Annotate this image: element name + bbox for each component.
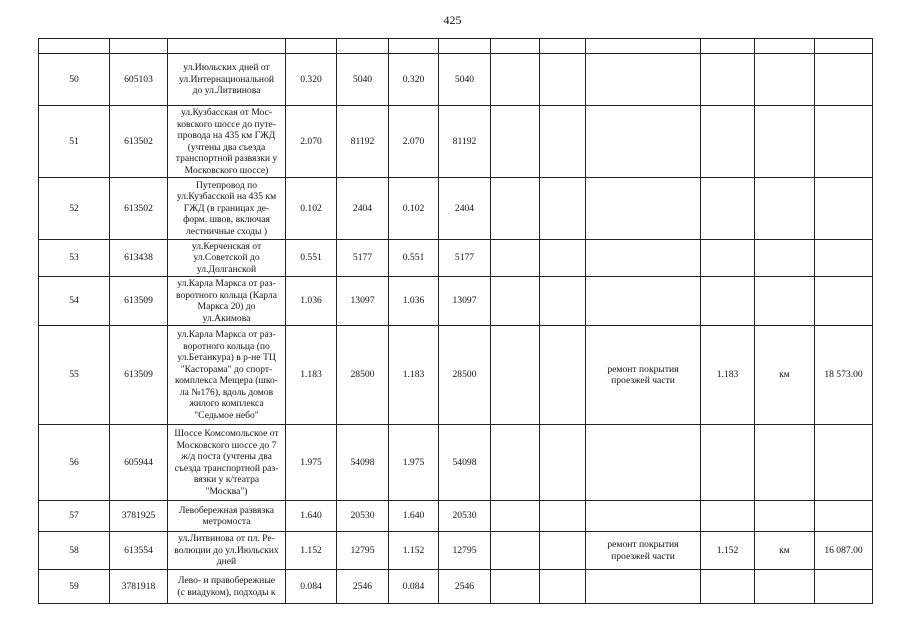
cost-cell: 18 573.00 [815,326,873,425]
row-number-cell: 52 [39,178,110,240]
cost-cell [815,54,873,106]
row-number-cell: 57 [39,501,110,532]
work-quantity-cell [701,425,755,501]
unit-cell [755,277,815,326]
length-cell: 2.070 [286,106,337,178]
area-cell: 2404 [337,178,389,240]
area-cell: 13097 [337,277,389,326]
area-repeat-cell: 20530 [439,501,491,532]
road-name-cell: Левобережная развязка метромоста [168,501,286,532]
area-cell: 54098 [337,425,389,501]
road-code-cell: 613509 [110,326,168,425]
empty-cell [540,501,586,532]
work-type-cell [586,501,701,532]
cost-cell [815,425,873,501]
empty-cell [540,570,586,604]
table-row [39,178,873,240]
length-cell: 1.975 [286,425,337,501]
empty-cell [491,532,540,570]
length-cell: 1.036 [286,277,337,326]
empty-cell [540,326,586,425]
length-cell: 1.640 [286,501,337,532]
road-name-cell: Лево- и правобережные (с виадуком), подходы к [168,570,286,604]
empty-cell [540,54,586,106]
work-type-cell: ремонт покрытия проезжей части [586,532,701,570]
table-row [39,425,873,501]
row-number-cell: 50 [39,54,110,106]
empty-cell [491,240,540,277]
unit-cell [755,501,815,532]
area-cell: 20530 [337,501,389,532]
work-type-cell [586,277,701,326]
work-type-cell [586,106,701,178]
length-cell: 0.084 [286,570,337,604]
empty-cell [491,178,540,240]
work-quantity-cell: 1.183 [701,326,755,425]
area-repeat-cell: 5040 [439,54,491,106]
area-repeat-cell: 2404 [439,178,491,240]
work-type-cell [586,54,701,106]
table-row [39,501,873,532]
area-cell: 5040 [337,54,389,106]
table-row [39,240,873,277]
length-cell: 0.102 [286,178,337,240]
road-name-cell: ул.Литвинова от пл. Ре- волюции до ул.Июльских дней [168,532,286,570]
road-name-cell: ул.Карла Маркса от раз- воротного кольца (Карла Маркса 20) до ул.Акимова [168,277,286,326]
length-repeat-cell: 1.152 [389,532,439,570]
cost-cell [815,570,873,604]
road-code-cell: 613502 [110,178,168,240]
empty-cell [540,240,586,277]
length-repeat-cell: 1.975 [389,425,439,501]
row-number-cell: 56 [39,425,110,501]
empty-cell [491,54,540,106]
unit-cell [755,425,815,501]
length-cell: 1.183 [286,326,337,425]
row-number-cell: 51 [39,106,110,178]
length-repeat-cell: 0.102 [389,178,439,240]
cost-cell [815,501,873,532]
empty-cell [491,570,540,604]
cost-cell [815,277,873,326]
work-type-cell: ремонт покрытия проезжей части [586,326,701,425]
table-row [39,277,873,326]
unit-cell [755,54,815,106]
table-header-row [39,39,873,54]
area-cell: 12795 [337,532,389,570]
road-name-cell: ул.Керченская от ул.Советской до ул.Долганской [168,240,286,277]
work-quantity-cell [701,570,755,604]
length-repeat-cell: 0.551 [389,240,439,277]
length-repeat-cell: 1.640 [389,501,439,532]
road-registry-table [38,38,873,604]
work-type-cell [586,570,701,604]
road-code-cell: 3781918 [110,570,168,604]
unit-cell [755,106,815,178]
empty-cell [491,106,540,178]
row-number-cell: 54 [39,277,110,326]
unit-cell [755,240,815,277]
work-quantity-cell [701,501,755,532]
work-quantity-cell: 1.152 [701,532,755,570]
row-number-cell: 53 [39,240,110,277]
cost-cell: 16 087.00 [815,532,873,570]
area-cell: 5177 [337,240,389,277]
cost-cell [815,240,873,277]
road-name-cell: Путепровод по ул.Кузбасской на 435 км ГЖД (в границах де- форм. швов, включая лестничные сходы ) [168,178,286,240]
area-repeat-cell: 12795 [439,532,491,570]
table-row [39,570,873,604]
length-repeat-cell: 1.036 [389,277,439,326]
empty-cell [540,106,586,178]
area-cell: 28500 [337,326,389,425]
work-quantity-cell [701,277,755,326]
unit-cell [755,570,815,604]
work-quantity-cell [701,178,755,240]
empty-cell [491,425,540,501]
table-row [39,54,873,106]
work-type-cell [586,240,701,277]
road-name-cell: ул.Июльских дней от ул.Интернациональной до ул.Литвинова [168,54,286,106]
area-repeat-cell: 5177 [439,240,491,277]
work-quantity-cell [701,240,755,277]
road-name-cell: ул.Карла Маркса от раз- воротного кольца (по ул.Бетанкура) в р-не ТЦ "Касторама" до спорт- комплекса Мещера (шко- ла №176), вдоль домов жилого комплекса "Седьмое небо" [168,326,286,425]
work-quantity-cell [701,106,755,178]
area-repeat-cell: 81192 [439,106,491,178]
unit-cell [755,178,815,240]
length-cell: 0.551 [286,240,337,277]
length-repeat-cell: 0.084 [389,570,439,604]
road-code-cell: 613438 [110,240,168,277]
area-repeat-cell: 54098 [439,425,491,501]
road-code-cell: 3781925 [110,501,168,532]
page-number: 425 [443,13,462,27]
road-code-cell: 613509 [110,277,168,326]
road-code-cell: 613554 [110,532,168,570]
empty-cell [491,326,540,425]
area-repeat-cell: 13097 [439,277,491,326]
unit-cell: км [755,326,815,425]
empty-cell [491,277,540,326]
unit-cell: км [755,532,815,570]
empty-cell [540,277,586,326]
table-row [39,326,873,425]
length-repeat-cell: 1.183 [389,326,439,425]
area-repeat-cell: 2546 [439,570,491,604]
road-code-cell: 605944 [110,425,168,501]
length-cell: 0.320 [286,54,337,106]
empty-cell [540,425,586,501]
empty-cell [540,178,586,240]
length-cell: 1.152 [286,532,337,570]
road-code-cell: 605103 [110,54,168,106]
road-name-cell: Шоссе Комсомольское от Московского шоссе до 7 ж/д поста (учтены два съезда транспортной раз- вязки у к/театра "Москва") [168,425,286,501]
area-repeat-cell: 28500 [439,326,491,425]
table-row [39,106,873,178]
road-code-cell: 613502 [110,106,168,178]
empty-cell [540,532,586,570]
road-name-cell: ул.Кузбасская от Мос- ковского шоссе до путе- провода на 435 км ГЖД (учтены два съезда транспортной развязки у Московского шоссе) [168,106,286,178]
work-type-cell [586,178,701,240]
cost-cell [815,178,873,240]
row-number-cell: 58 [39,532,110,570]
work-quantity-cell [701,54,755,106]
work-type-cell [586,425,701,501]
row-number-cell: 59 [39,570,110,604]
length-repeat-cell: 2.070 [389,106,439,178]
cost-cell [815,106,873,178]
row-number-cell: 55 [39,326,110,425]
length-repeat-cell: 0.320 [389,54,439,106]
area-cell: 81192 [337,106,389,178]
table-row [39,532,873,570]
empty-cell [491,501,540,532]
area-cell: 2546 [337,570,389,604]
